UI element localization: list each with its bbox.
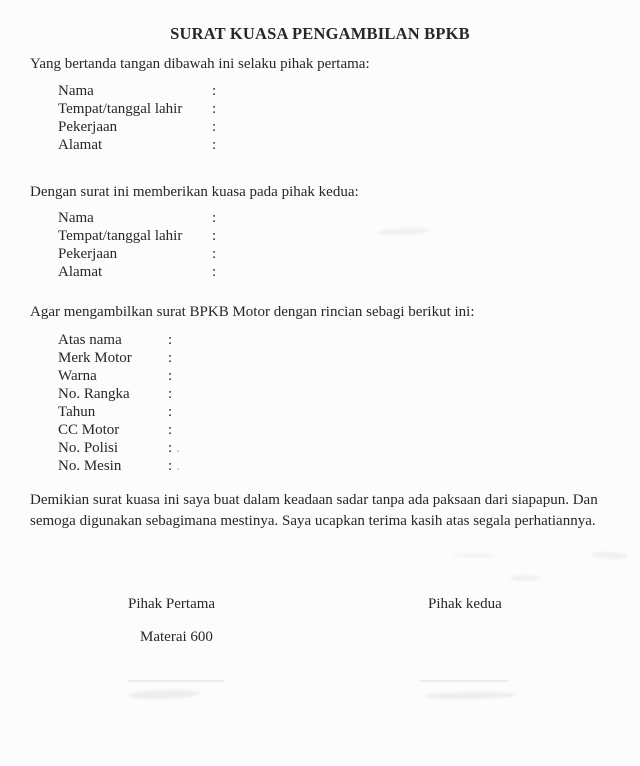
field-row [58, 209, 610, 227]
signature-area [30, 596, 610, 736]
field-colon: : [212, 83, 217, 99]
field-label: Warna [58, 368, 97, 384]
field-label: Nama [58, 83, 94, 99]
intro-second-party: Dengan surat ini memberikan kuasa pada pihak kedua: [30, 184, 359, 200]
field-value: . [176, 458, 180, 474]
field-colon: : [168, 458, 173, 474]
field-row [58, 100, 610, 118]
field-row [58, 118, 610, 136]
page-title: SURAT KUASA PENGAMBILAN BPKB [170, 24, 470, 43]
first-party-field-block [30, 82, 610, 154]
field-colon: : [212, 119, 217, 135]
field-row [58, 403, 610, 421]
field-row [58, 227, 610, 245]
field-row [58, 439, 610, 457]
field-colon: : [168, 332, 173, 348]
field-label: Tempat/tanggal lahir [58, 228, 183, 244]
signature-line-left [128, 680, 224, 682]
field-label: No. Polisi [58, 440, 119, 456]
field-label: Atas nama [58, 332, 122, 348]
field-row [58, 385, 610, 403]
field-row [58, 82, 610, 100]
field-label: Nama [58, 210, 94, 226]
field-colon: : [168, 386, 173, 402]
field-colon: : [212, 246, 217, 262]
intro-first-party: Yang bertanda tangan dibawah ini selaku pihak pertama: [30, 56, 370, 72]
scan-artifact [592, 551, 628, 560]
closing-paragraph: Demikian surat kuasa ini saya buat dalam keadaan sadar tanpa ada paksaan dari siapapun. Dan semoga digunakan sebagimana mestinya. Saya ucapkan terima kasih atas segala perhatiannya. [30, 492, 598, 529]
vehicle-field-block [30, 331, 610, 475]
field-colon: : [168, 350, 173, 366]
field-colon: : [212, 101, 217, 117]
field-label: Pekerjaan [58, 246, 118, 262]
field-colon: : [212, 228, 217, 244]
field-colon: : [212, 264, 217, 280]
field-row [58, 331, 610, 349]
field-row [58, 367, 610, 385]
field-label: Alamat [58, 137, 103, 153]
scan-artifact [425, 691, 517, 700]
field-row [58, 457, 610, 475]
intro-vehicle: Agar mengambilkan surat BPKB Motor dengan rincian sebagi berikut ini: [30, 304, 475, 320]
field-label: No. Mesin [58, 458, 122, 474]
field-row [58, 263, 610, 281]
field-row [58, 349, 610, 367]
field-colon: : [168, 440, 173, 456]
field-label: Alamat [58, 264, 103, 280]
signature-line-right [420, 680, 508, 682]
second-party-field-block [30, 209, 610, 281]
field-colon: : [168, 422, 173, 438]
field-row [58, 421, 610, 439]
field-colon: : [212, 137, 217, 153]
field-colon: : [168, 404, 173, 420]
scan-artifact [453, 554, 495, 557]
field-colon: : [212, 210, 217, 226]
stamp-note: Materai 600 [140, 629, 213, 645]
scan-artifact [510, 575, 540, 581]
field-label: No. Rangka [58, 386, 130, 402]
field-colon: : [168, 368, 173, 384]
field-value: . [176, 440, 180, 456]
field-label: Merk Motor [58, 350, 132, 366]
field-label: Tahun [58, 404, 96, 420]
scan-artifact [128, 689, 200, 701]
field-row [58, 136, 610, 154]
field-label: CC Motor [58, 422, 120, 438]
field-row [58, 245, 610, 263]
signature-label-second-party: Pihak kedua [428, 596, 502, 612]
field-label: Tempat/tanggal lahir [58, 101, 183, 117]
field-label: Pekerjaan [58, 119, 118, 135]
signature-label-first-party: Pihak Pertama [128, 596, 216, 612]
